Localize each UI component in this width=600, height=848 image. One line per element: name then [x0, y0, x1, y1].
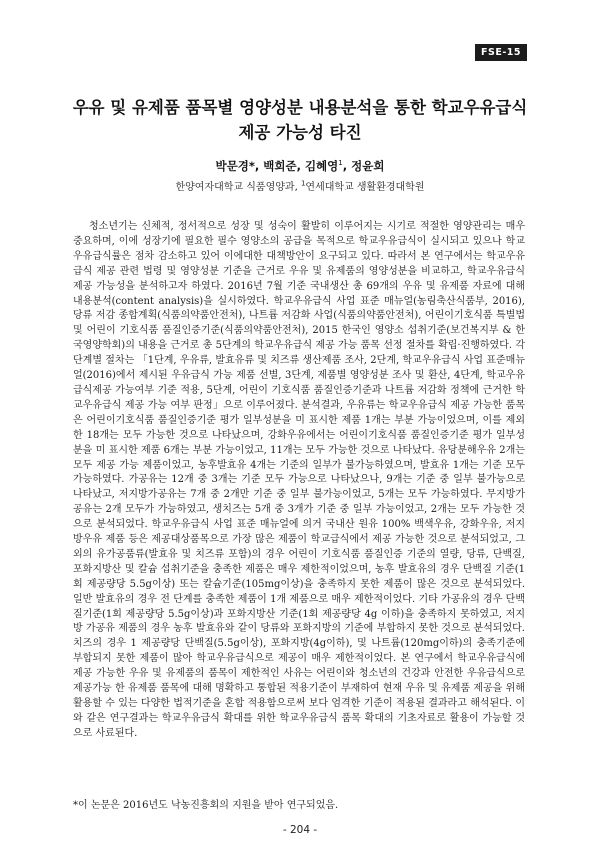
affiliation-1: 한양여자대학교 식품영양과, [175, 182, 301, 193]
author-3: 김혜영 [304, 159, 339, 173]
author-list [60, 158, 540, 174]
author-separator: , [296, 159, 305, 173]
affiliation-2: 연세대학교 생활환경대학원 [305, 182, 425, 193]
author-3-affiliation-mark: 1 [338, 159, 343, 168]
author-separator: , [254, 159, 264, 173]
footnote: *이 논문은 2016년도 낙농진흥회의 지원을 받아 연구되었음. [73, 800, 339, 811]
page-number: - 204 - [282, 824, 318, 836]
session-badge: FSE-15 [475, 44, 527, 61]
title-line-2: 제공 가능성 타진 [238, 123, 362, 142]
affiliations [60, 178, 540, 193]
author-1: 박문경* [215, 159, 255, 173]
title-line-1: 우유 및 유제품 품목별 영양성분 내용분석을 통한 학교우유급식 [72, 98, 528, 117]
abstract [73, 220, 525, 742]
author-4: 정윤희 [351, 159, 385, 173]
author-separator: , [342, 159, 352, 173]
paper-title [60, 95, 540, 145]
author-2: 백희준 [263, 159, 297, 173]
abstract-paragraph: 청소년기는 신체적, 정서적으로 성장 및 성숙이 활발히 이루어지는 시기로 적절한 영양관리는 매우 중요하며, 이에 성장기에 필요한 필수 영양소의 공급을 목적으로 학교우유급식이 실시되고 있으나 학교우유급식률은 점차 감소하고 있어 이에대한 대책방안이 요구되고 있다. 따라서 본 연구에서는 학교우유급식 제공 관련 법령 및 영양성분 기준을 근거로 우유 및 유제품의 영양성분을 비교하고, 학교우유급식 제공 가능성을 분석하고자 하였다. 2016년 7월 기준 국내생산 총 69개의 우유 및 유제품 자료에 대해 내용분석(content analysis)을 실시하였다. 학교우유급식 사업 표준 매뉴얼(농림축산식품부, 2016), 당류 저감 종합계획(식품의약품안전처), 나트륨 저감화 사업(식품의약품안전처), 어린이기호식품 특별법 및 어린이 기호식품 품질인증기준(식품의약품안전처), 2015 한국인 영양소 섭취기준(보건복지부 & 한국영양학회)의 내용을 근거로 총 5단계의 학교우유급식 제공 가능 품목 선정 절차를 확립·진행하였다. 각 단계별 절차는 「1단계, 우유류, 발효유류 및 치즈류 생산제품 조사, 2단계, 학교우유급식 사업 표준매뉴얼(2016)에서 제시된 우유급식 가능 제품 선별, 3단계, 제품별 영양성분 조사 및 환산, 4단계, 학교우유급식제공 가능여부 기준 적용, 5단계, 어린이 기호식품 품질인증기준과 나트륨 저감화 정책에 근거한 학교우유급식 제공 가능 여부 판정」으로 이루어졌다. 분석결과, 우유류는 학교우유급식 제공 가능한 품목은 어린이기호식품 품질인증기준 평가 일부성분을 미 표시한 제품 1개는 부분 가능이었으며, 이를 제외한 18개는 모두 가능한 것으로 나타났으며, 강화우유에서는 어린이기호식품 품질인증기준 평가 일부성분을 미 표시한 제품 6개는 부분 가능이었고, 11개는 모두 가능한 것으로 나타났다. 유당분해우유 2개는 모두 제공 가능 제품이었고, 농후발효유 4개는 기준의 일부가 불가능하였으며, 발효유 1개는 기준 모두 가능하였다. 가공유는 12개 중 3개는 기준 모두 가능으로 나타났으나, 9개는 기준 중 일부 불가능으로 나타났고, 저지방가공유는 7개 중 2개만 기준 중 일부 불가능이었고, 5개는 모두 가능하였다. 무지방가공유는 2개 모두가 가능하였고, 생치즈는 5개 중 3개가 기준 중 일부 가능이었고, 2개는 모두 가능한 것으로 분석되었다. 학교우유급식 사업 표준 매뉴얼에 의거 국내산 원유 100% 백색우유, 강화우유, 저지방우유 제품 등은 제공대상품목으로 가장 많은 제품이 학교급식에서 제공 가능한 것으로 분석되었고, 그 외의 유가공품류(발효유 및 치즈류 포함)의 경우 어린이 기호식품 품질인증 기준의 열량, 당류, 단백질, 포화지방산 및 칼슘 섭취기준을 충족한 제품은 매우 제한적이었으며, 농후 발효유의 경우 단백질 기준(1회 제공량당 5.5g이상) 또는 칼슘기준(105mg이상)을 충족하지 못한 제품이 많은 것으로 분석되었다. 일반 발효유의 경우 전 단계를 충족한 제품이 1개 제품으로 매우 제한적이었다. 기타 가공유의 경우 단백질기준(1회 제공량당 5.5g이상)과 포화지방산 기준(1회 제공량당 4g 이하)을 충족하지 못하였고, 저지방 가공유 제품의 경우 농후 발효유와 같이 당류와 포화지방의 기준에 부합하지 못한 것으로 분석되었다. 치즈의 경우 1 제공량당 단백질(5.5g이상), 포화지방(4g이하), 및 나트륨(120mg이하)의 충족기준에 부합되지 못한 제품이 많아 학교우유급식으로 제공이 매우 제한적이었다. 본 연구에서 학교우유급식에 제공 가능한 우유 및 유제품의 품목이 제한적인 사유는 어린이와 청소년의 건강과 안전한 우유급식으로 제공가능 한 유제품 품목에 대해 명확하고 통합된 적용기준이 부재하여 현재 우유 및 유제품 제공을 위해 활용할 수 있는 다양한 법적기준을 혼합 적용함으로써 보다 엄격한 기준이 적용된 결과라고 해석된다. 이와 같은 연구결과는 학교우유급식 확대를 위한 학교우유급식 품목 확대의 기초자료로 활용이 가능할 것으로 사료된다. [73, 221, 525, 739]
affiliation-mark: 1 [300, 179, 306, 188]
